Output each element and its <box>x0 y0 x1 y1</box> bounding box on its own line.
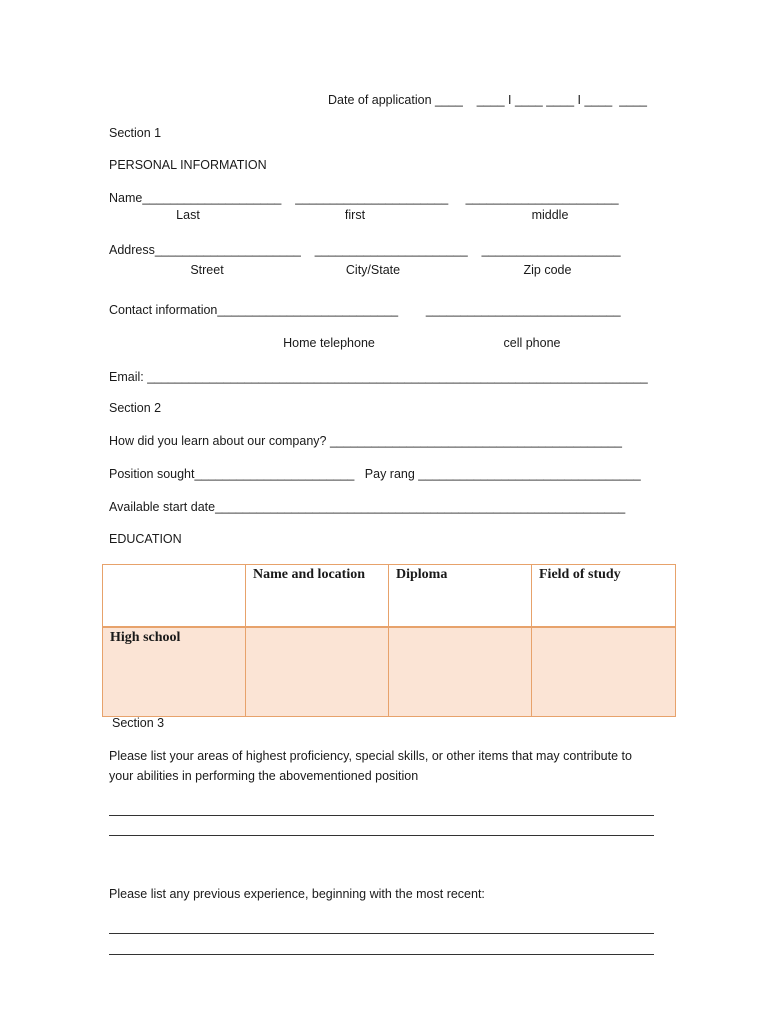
education-header-name-location: Name and location <box>246 565 389 628</box>
learn-about-company-line: How did you learn about our company? __________________________________________ <box>109 434 622 448</box>
experience-answer-line-1[interactable] <box>109 933 654 934</box>
name-label-last: Last <box>176 208 200 222</box>
experience-answer-line-2[interactable] <box>109 954 654 955</box>
contact-label-cell-phone: cell phone <box>503 336 561 350</box>
skills-prompt-line-1: Please list your areas of highest proficiency, special skills, or other items that may contribute to <box>109 749 632 763</box>
education-header-field-of-study: Field of study <box>532 565 676 628</box>
address-label-street: Street <box>190 263 224 277</box>
personal-information-heading: PERSONAL INFORMATION <box>109 158 267 172</box>
education-header-blank <box>103 565 246 628</box>
section-1-title: Section 1 <box>109 126 162 140</box>
email-field-line: Email: ________________________________________________________________________ <box>109 370 648 384</box>
education-cell-name-location[interactable] <box>246 627 389 717</box>
contact-label-home-telephone: Home telephone <box>283 336 375 350</box>
skills-prompt-line-2: your abilities in performing the abovementioned position <box>109 769 419 783</box>
education-cell-field-of-study[interactable] <box>532 627 676 717</box>
education-header-diploma: Diploma <box>389 565 532 628</box>
name-field-line: Name____________________ ______________________ ______________________ <box>109 191 619 205</box>
available-start-date-line: Available start date___________________________________________________________ <box>109 500 626 514</box>
education-row-label: High school <box>103 627 246 717</box>
table-row <box>103 627 676 717</box>
education-cell-diploma[interactable] <box>389 627 532 717</box>
education-table <box>102 564 676 717</box>
section-3-title: Section 3 <box>112 716 165 730</box>
contact-field-line: Contact information__________________________ ____________________________ <box>109 303 621 317</box>
skills-answer-line-1[interactable] <box>109 815 654 816</box>
address-field-line: Address_____________________ ______________________ ____________________ <box>109 243 621 257</box>
address-label-zip: Zip code <box>523 263 572 277</box>
name-label-middle: middle <box>531 208 569 222</box>
name-label-first: first <box>344 208 366 222</box>
date-of-application: Date of application ____ ____ I ____ ____ I ____ ____ <box>328 93 648 107</box>
section-2-title: Section 2 <box>109 401 162 415</box>
position-pay-line: Position sought_______________________ Pay rang ________________________________ <box>109 467 641 481</box>
education-header-row <box>103 565 676 628</box>
address-label-city-state: City/State <box>345 263 401 277</box>
experience-prompt: Please list any previous experience, beginning with the most recent: <box>109 887 485 901</box>
skills-answer-line-2[interactable] <box>109 835 654 836</box>
education-heading: EDUCATION <box>109 532 182 546</box>
